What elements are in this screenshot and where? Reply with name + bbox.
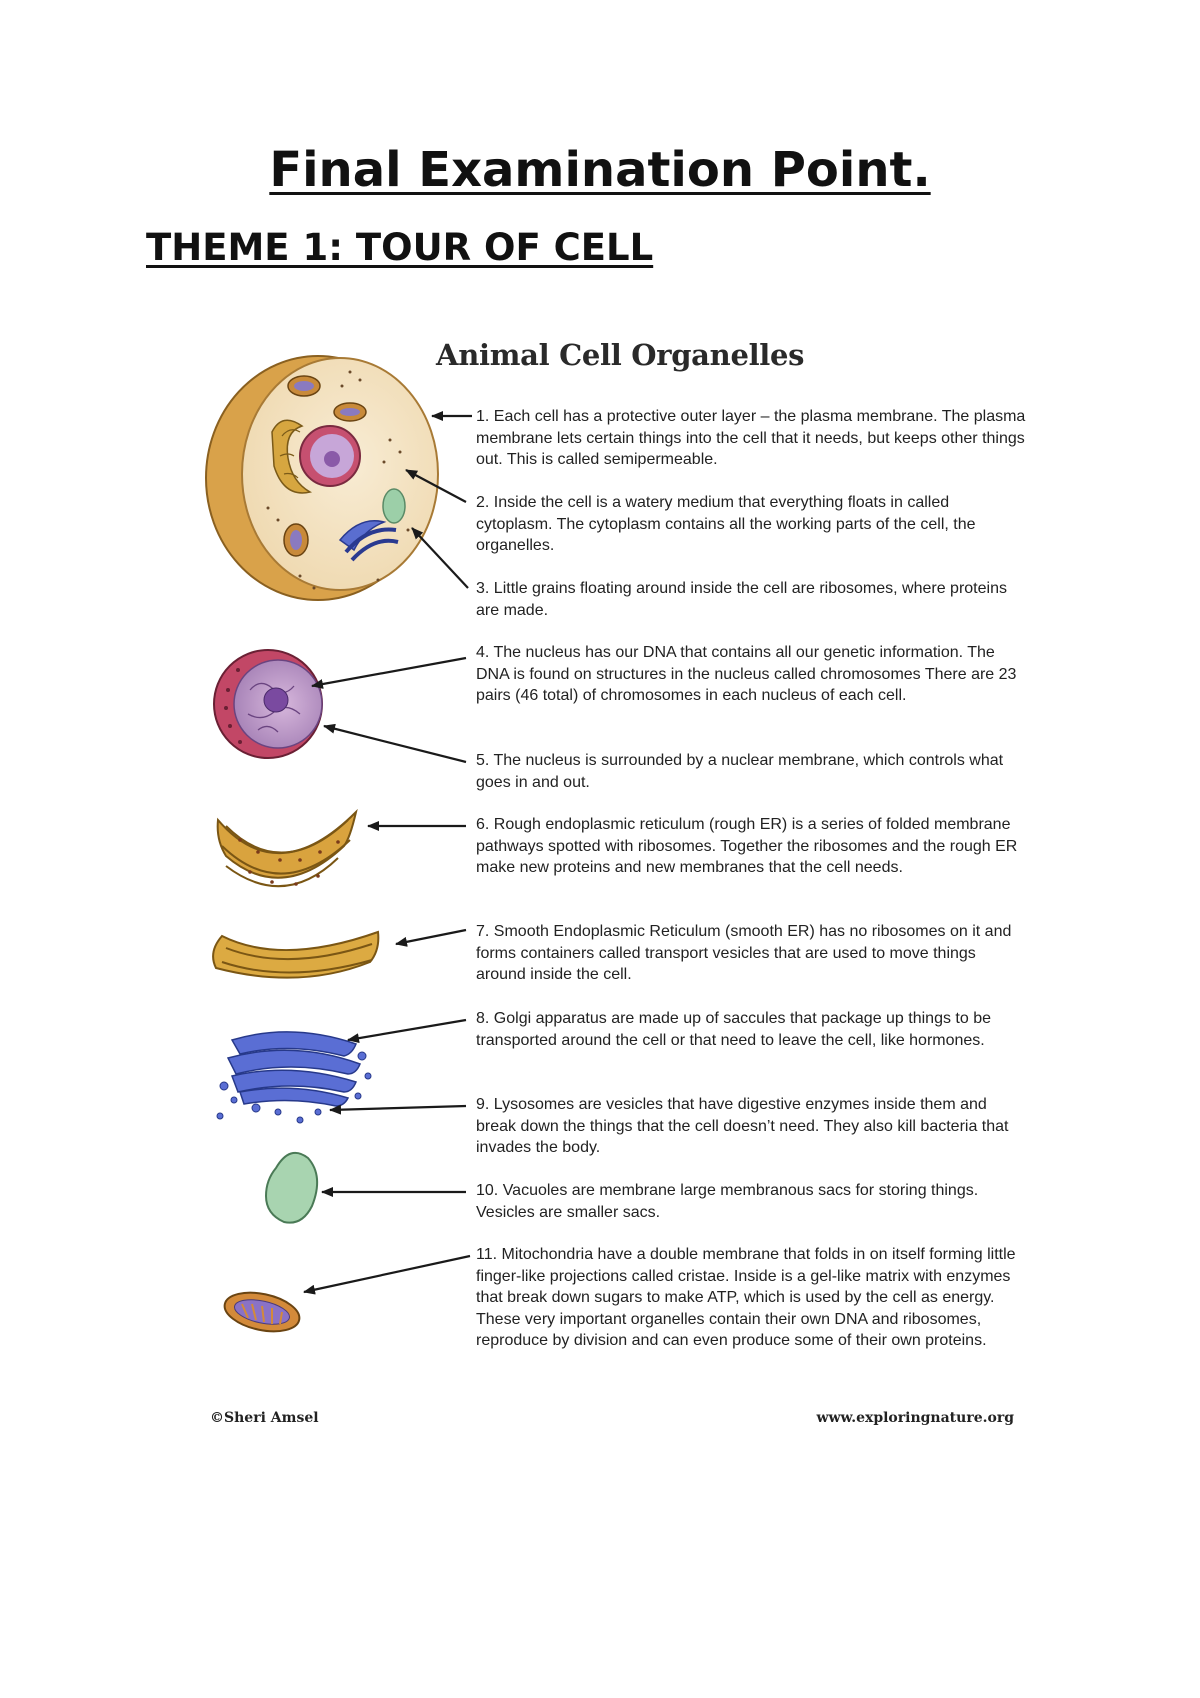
rough-er-illustration [218,812,356,886]
source-website: www.exploringnature.org [816,1410,1014,1426]
figure-title: Animal Cell Organelles [436,338,805,372]
smooth-er-illustration [213,932,378,978]
mitochondrion-illustration [221,1286,303,1337]
organelle-item-2: 2. Inside the cell is a watery medium that everything floats in called cytoplasm. The cytoplasm contains all the working parts of the cell, the organelles. [476,494,976,554]
nucleus-illustration [214,650,322,758]
document-title: Final Examination Point. [269,142,931,198]
copyright-credit: ©Sheri Amsel [210,1410,319,1426]
organelle-item-1: 1. Each cell has a protective outer layer – the plasma membrane. The plasma membrane lets certain things into the cell that it needs, but keeps other things out. This is called semipermeable. [476,408,1026,468]
organelle-item-3: 3. Little grains floating around inside the cell are ribosomes, where proteins are made. [476,580,1007,619]
organelle-item-4: 4. The nucleus has our DNA that contains all our genetic information. The DNA is found on structures in the nucleus called chromosomes There are 23 pairs (46 total) of chromosomes in each nucleus of each cell. [476,644,1017,704]
organelle-item-10: 10. Vacuoles are membrane large membranous sacs for storing things. Vesicles are smaller sacs. [476,1182,979,1221]
vacuole-illustration [266,1153,317,1223]
animal-cell-illustration [206,356,438,600]
theme-heading: THEME 1: TOUR OF CELL [146,226,654,269]
organelle-item-11: 11. Mitochondria have a double membrane that folds in on itself forming little finger-like projections called cristae. Inside is a gel-like matrix with enzymes that break down sugars to make ATP, which is used by the cell as energy. These very important organelles contain their own DNA and ribosomes, reproduce by division and can even produce some of their own proteins. [476,1246,1016,1349]
organelle-item-6: 6. Rough endoplasmic reticulum (rough ER) is a series of folded membrane pathways spotted with ribosomes. Together the ribosomes and the rough ER make new proteins and new membranes that the cell needs. [476,816,1018,876]
organelle-item-8: 8. Golgi apparatus are made up of saccules that package up things to be transported around the cell or that need to leave the cell, like hormones. [476,1010,991,1049]
organelle-item-5: 5. The nucleus is surrounded by a nuclear membrane, which controls what goes in and out. [476,752,1004,791]
organelle-item-9: 9. Lysosomes are vesicles that have digestive enzymes inside them and break down the things that the cell doesn’t need. They also kill bacteria that invades the body. [476,1096,1009,1156]
organelle-item-7: 7. Smooth Endoplasmic Reticulum (smooth ER) has no ribosomes on it and forms containers called transport vesicles that are used to move things around inside the cell. [476,923,1012,983]
